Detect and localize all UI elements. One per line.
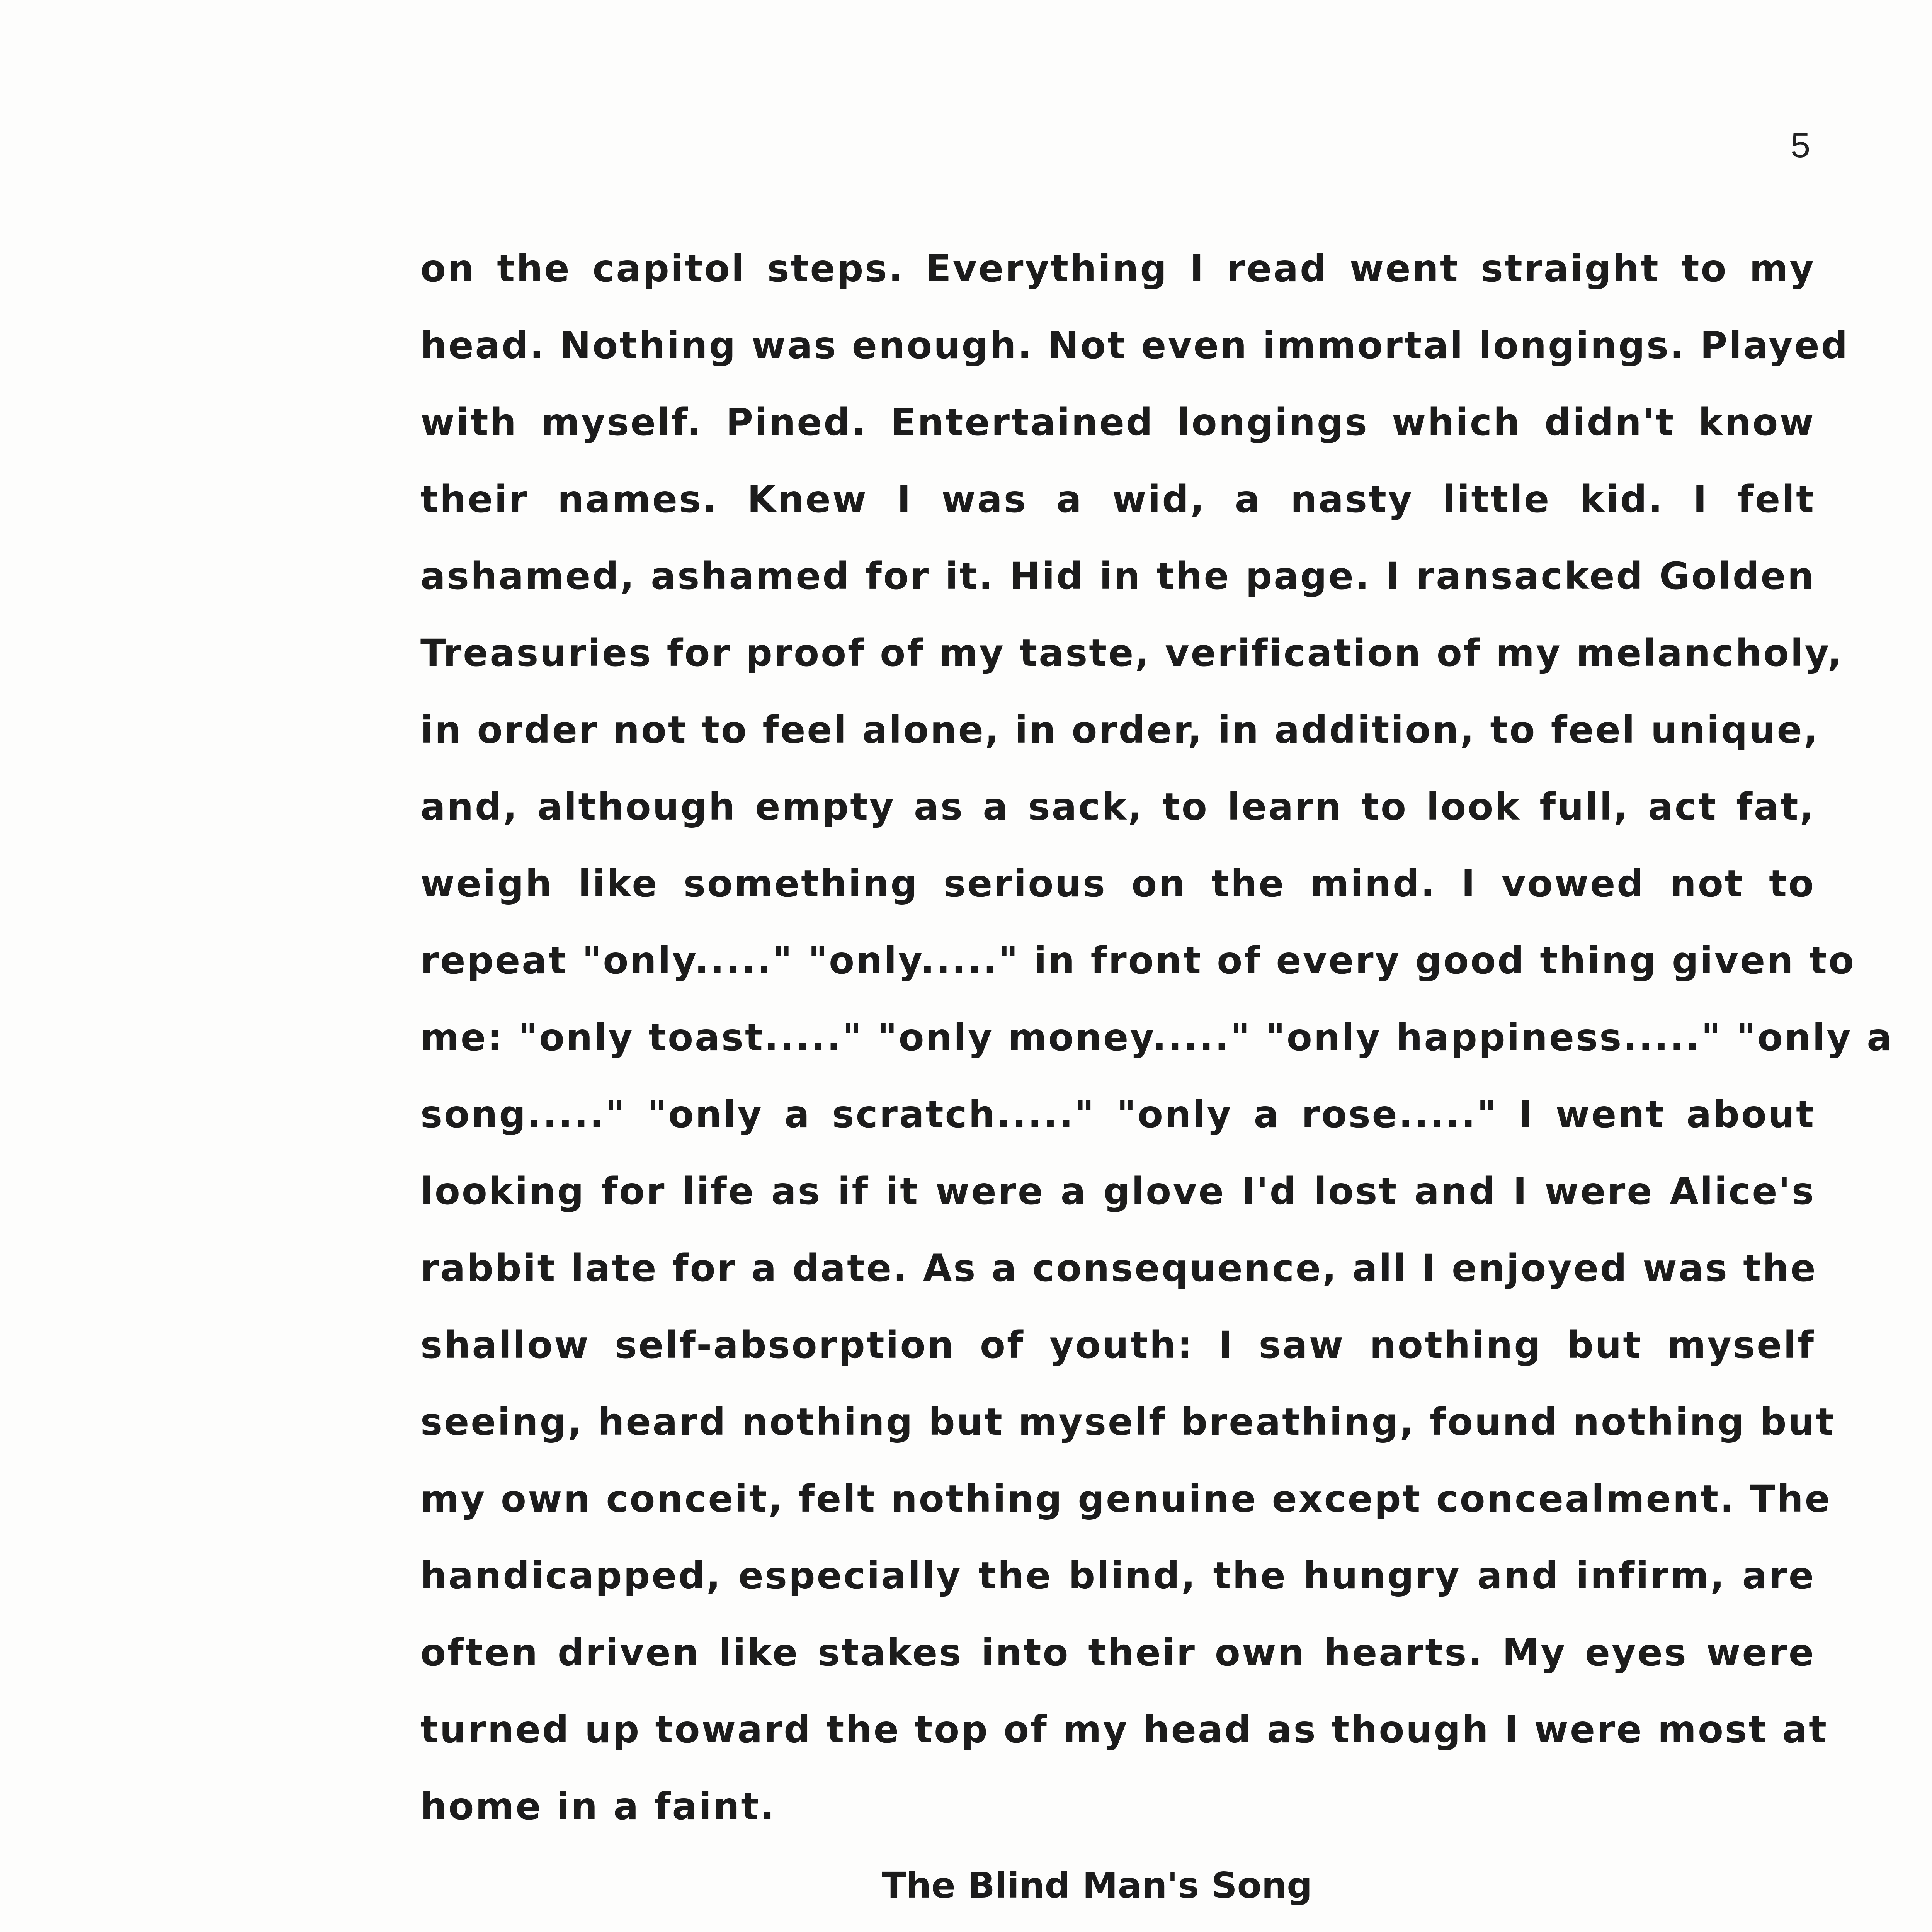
body-line: home in a faint. xyxy=(420,1785,776,1828)
body-line: song....." "only a scratch....." "only a rose....." I went about xyxy=(420,1093,1815,1136)
body-line: head. Nothing was enough. Not even immortal longings. Played xyxy=(420,324,1849,367)
page-number: 5 xyxy=(1791,126,1811,165)
body-line: turned up toward the top of my head as though I were most at xyxy=(420,1708,1828,1751)
body-line: my own conceit, felt nothing genuine except concealment. The xyxy=(420,1477,1832,1520)
body-line: seeing, heard nothing but myself breathing, found nothing but xyxy=(420,1400,1835,1444)
body-line: handicapped, especially the blind, the hungry and infirm, are xyxy=(420,1554,1815,1597)
body-line: rabbit late for a date. As a consequence, all I enjoyed was the xyxy=(420,1247,1817,1290)
body-line: ashamed, ashamed for it. Hid in the page. I ransacked Golden xyxy=(420,554,1815,598)
body-line: Treasuries for proof of my taste, verification of my melancholy, xyxy=(420,631,1843,675)
body-line: repeat "only....." "only....." in front of every good thing given to xyxy=(420,939,1855,982)
body-line: looking for life as if it were a glove I'd lost and I were Alice's xyxy=(420,1170,1815,1213)
body-line: on the capitol steps. Everything I read went straight to my xyxy=(420,247,1815,290)
body-line: me: "only toast....." "only money....." "only happiness....." "only a xyxy=(420,1016,1894,1059)
body-line: shallow self-absorption of youth: I saw nothing but myself xyxy=(420,1323,1815,1367)
body-paragraph xyxy=(420,238,1894,1852)
song-title: The Blind Man's Song xyxy=(882,1865,1313,1906)
body-line: weigh like something serious on the mind. I vowed not to xyxy=(420,862,1815,905)
body-line: and, although empty as a sack, to learn to look full, act fat, xyxy=(420,785,1815,828)
body-line: often driven like stakes into their own hearts. My eyes were xyxy=(420,1631,1815,1674)
body-line: with myself. Pined. Entertained longings which didn't know xyxy=(420,401,1815,444)
body-line: in order not to feel alone, in order, in addition, to feel unique, xyxy=(420,708,1820,752)
body-line: their names. Knew I was a wid, a nasty little kid. I felt xyxy=(420,478,1815,521)
